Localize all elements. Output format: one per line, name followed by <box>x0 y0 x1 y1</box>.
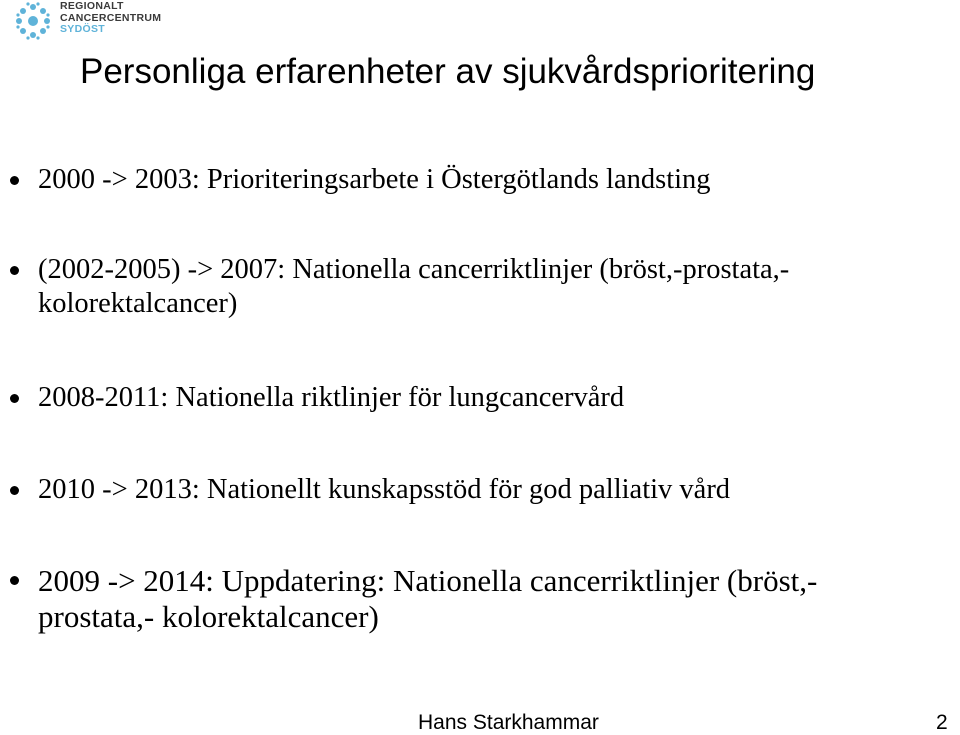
bullet-dot-icon <box>10 176 19 185</box>
bullet-dot-icon <box>10 266 19 275</box>
bullet-text: 2009 -> 2014: Uppdatering: Nationella cancerriktlinjer (bröst,- prostata,- kolorektalcancer) <box>38 563 818 634</box>
logo-line-3: SYDÖST <box>60 23 105 35</box>
logo-line-2: CANCERCENTRUM <box>60 11 162 24</box>
logo-line-1: REGIONALT <box>60 0 124 12</box>
bullet-dot-icon <box>10 394 19 403</box>
bullet-dot-icon <box>10 486 19 495</box>
logo-wordmark <box>60 1 161 36</box>
footer-author: Hans Starkhammar <box>418 711 599 734</box>
bullet-text: (2002-2005) -> 2007: Nationella cancerriktlinjer (bröst,-prostata,- kolorektalcancer) <box>38 254 790 319</box>
bullet-dot-icon <box>10 576 19 585</box>
sun-logo-icon <box>12 0 54 42</box>
bullet-text: 2000 -> 2003: Prioriteringsarbete i Östergötlands landsting <box>38 164 711 195</box>
bullet-text: 2008-2011: Nationella riktlinjer för lungcancervård <box>38 382 625 413</box>
organization-logo <box>8 0 162 42</box>
slide-title: Personliga erfarenheter av sjukvårdsprioritering <box>80 52 816 91</box>
page-number: 2 <box>936 711 948 734</box>
bullet-text: 2010 -> 2013: Nationellt kunskapsstöd för god palliativ vård <box>38 474 731 505</box>
